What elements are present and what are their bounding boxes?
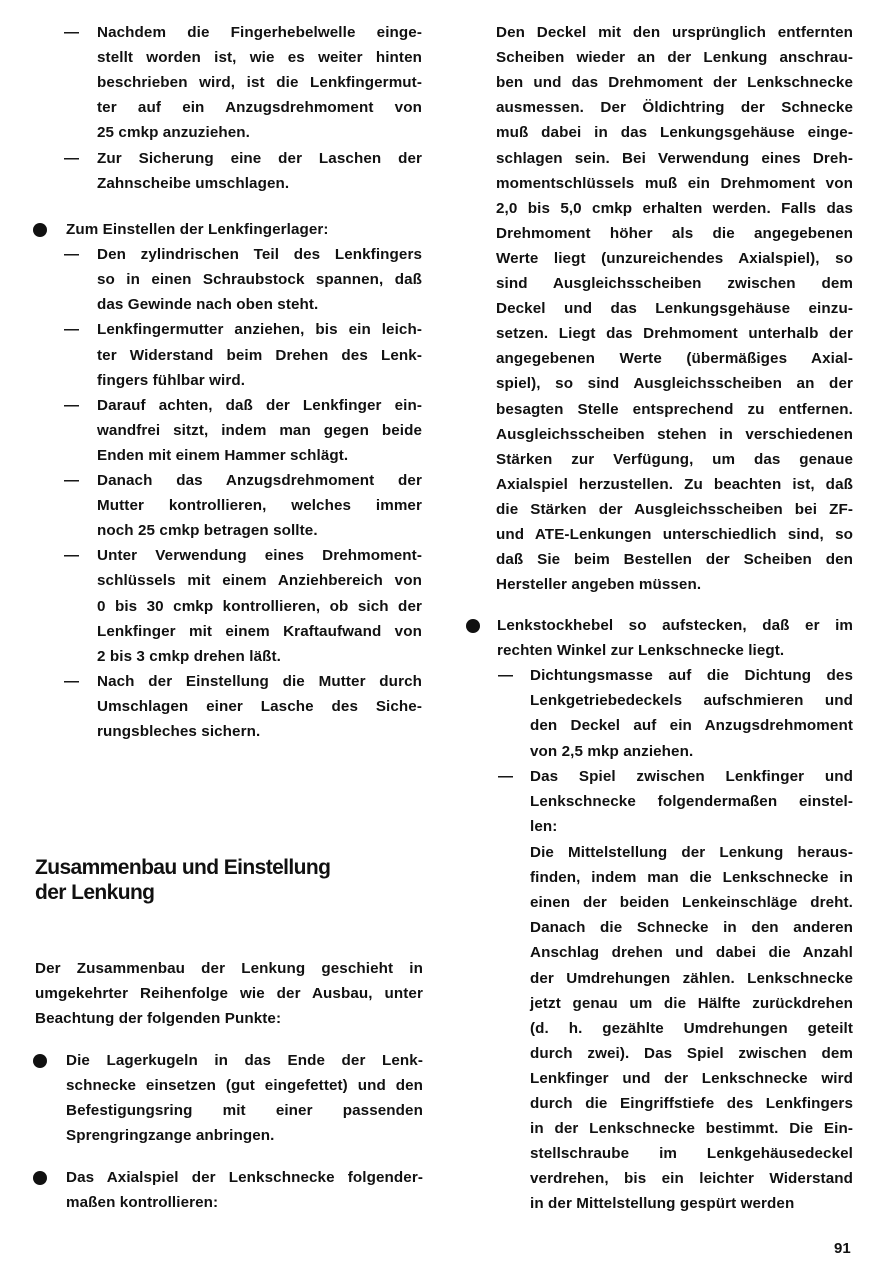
bullet-dot-icon	[33, 223, 47, 237]
paragraph-line: Hersteller angeben müssen.	[496, 576, 702, 594]
bullet-item-line: Die Lagerkugeln in das Ende der Lenk-	[66, 1052, 423, 1069]
paragraph-line: Deckel und das Lenkungsgehäuse einzu-	[496, 300, 853, 318]
bullet-item-line: Lenkstockhebel so aufstecken, daß er im	[497, 617, 853, 634]
bullet-dot-icon	[33, 1171, 47, 1185]
paragraph-line: Scheiben wieder an der Lenkung anschrau-	[496, 49, 853, 67]
dash-list-item: Enden mit einem Hammer schlägt.	[97, 446, 349, 464]
continuation-line: Lenkfinger und der Lenkschnecke wird	[530, 1069, 853, 1087]
paragraph-line: sind Ausgleichsscheiben zwischen dem	[496, 275, 853, 292]
continuation-line: der Umdrehungen zählen. Lenkschnecke	[530, 969, 853, 987]
dash-list-item: Dichtungsmasse auf die Dichtung des	[530, 667, 853, 685]
continuation-line: finden, indem man die Lenkschnecke in	[530, 869, 853, 887]
bullet-item-line: maßen kontrollieren:	[66, 1194, 219, 1212]
dash-marker-icon: —	[64, 547, 79, 565]
dash-list-item: Nach der Einstellung die Mutter durch	[97, 672, 422, 690]
paragraph-line: daß Sie beim Bestellen der Scheiben den	[496, 551, 853, 569]
intro-paragraph-line: Beachtung der folgenden Punkte:	[35, 1010, 282, 1028]
dash-list-item: Lenkfinger mit einem Kraftaufwand von	[97, 622, 422, 640]
paragraph-line: angegebenen Werte (übermäßiges Axial-	[496, 350, 853, 368]
dash-list-item: von 2,5 mkp anziehen.	[530, 742, 694, 760]
continuation-line: durch die Eingriffstiefe des Lenkfingers	[530, 1095, 853, 1112]
continuation-line: stellschraube im Lenkgehäusedeckel	[530, 1145, 853, 1163]
continuation-line: in der Mittelstellung gespürt werden	[530, 1195, 795, 1213]
paragraph-line: Ausgleichsscheiben stehen in verschiedenen	[496, 425, 853, 443]
dash-list-item: 2 bis 3 cmkp drehen läßt.	[97, 647, 281, 665]
paragraph-line: Werte liegt (unzureichendes Axialspiel), so	[496, 249, 853, 267]
dash-list-item: schlüssels mit einem Anziehbereich von	[97, 572, 422, 590]
dash-marker-icon: —	[64, 149, 79, 167]
dash-marker-icon: —	[64, 672, 79, 690]
dash-list-item: ter auf ein Anzugsdrehmoment von	[97, 99, 422, 117]
continuation-line: verdrehen, bis ein leichter Widerstand	[530, 1170, 853, 1188]
continuation-line: jetzt genau um die Hälfte zurückdrehen	[530, 994, 853, 1012]
dash-list-item: Den zylindrischen Teil des Lenkfingers	[97, 246, 422, 264]
paragraph-line: muß dabei in das Lenkungsgehäuse einge-	[496, 124, 853, 142]
intro-paragraph-line: Der Zusammenbau der Lenkung geschieht in	[35, 960, 423, 977]
dash-list-item: Lenkschnecke folgendermaßen einstel-	[530, 792, 853, 810]
dash-list-item: Umschlagen einer Lasche des Siche-	[97, 697, 422, 715]
dash-list-item: Lenkfingermutter anziehen, bis ein leich-	[97, 321, 422, 339]
paragraph-line: momentschlüssels muß ein Drehmoment von	[496, 174, 853, 192]
section-heading: der Lenkung	[35, 881, 155, 904]
continuation-line: in der Lenkschnecke bestimmt. Die Ein-	[530, 1120, 853, 1138]
paragraph-line: ben und das Drehmoment der Lenkschnecke	[496, 74, 853, 92]
dash-list-item: wandfrei sitzt, indem man gegen beide	[97, 421, 422, 439]
paragraph-line: und ATE-Lenkungen unterschiedlich sind, so	[496, 526, 853, 543]
dash-marker-icon: —	[498, 667, 513, 685]
section-heading: Zusammenbau und Einstellung	[35, 856, 331, 879]
dash-list-item: Danach das Anzugsdrehmoment der	[97, 472, 422, 489]
paragraph-line: spiel), so sind Ausgleichsscheiben an der	[496, 375, 853, 393]
dash-marker-icon: —	[64, 396, 79, 414]
bullet-item-title: Zum Einstellen der Lenkfingerlager:	[66, 221, 329, 238]
dash-list-item: Darauf achten, daß der Lenkfinger ein-	[97, 396, 422, 414]
dash-list-item: Das Spiel zwischen Lenkfinger und	[530, 767, 853, 785]
dash-marker-icon: —	[64, 321, 79, 339]
dash-list-item: stellt worden ist, wie es weiter hinten	[97, 49, 422, 67]
dash-list-item: rungsbleches sichern.	[97, 723, 261, 740]
dash-list-item: beschrieben wird, ist die Lenkfingermut-	[97, 74, 422, 92]
paragraph-line: 2,0 bis 5,0 cmkp erhalten werden. Falls das	[496, 199, 853, 217]
paragraph-line: Axialspiel herzustellen. Zu beachten ist, daß	[496, 475, 853, 493]
paragraph-line: Den Deckel mit den ursprünglich entfernten	[496, 24, 853, 41]
bullet-item-line: rechten Winkel zur Lenkschnecke liegt.	[497, 642, 785, 660]
paragraph-line: ausmessen. Der Öldichtring der Schnecke	[496, 99, 853, 117]
page-number: 91	[834, 1240, 851, 1257]
dash-list-item: Lenkgetriebedeckels aufschmieren und	[530, 692, 853, 710]
bullet-dot-icon	[466, 619, 480, 633]
paragraph-line: Stärken zur Verfügung, um das genaue	[496, 450, 853, 468]
dash-list-item: Nachdem die Fingerhebelwelle einge-	[97, 24, 422, 41]
dash-list-item: den Deckel auf ein Anzugsdrehmoment	[530, 717, 853, 735]
continuation-line: durch zwei). Das Spiel zwischen dem	[530, 1044, 853, 1062]
dash-list-item: Mutter kontrollieren, welches immer	[97, 497, 422, 515]
bullet-dot-icon	[33, 1054, 47, 1068]
dash-list-item: 0 bis 30 cmkp kontrollieren, ob sich der	[97, 597, 422, 615]
dash-list-item: das Gewinde nach oben steht.	[97, 296, 319, 314]
dash-marker-icon: —	[64, 246, 79, 264]
dash-marker-icon: —	[64, 472, 79, 489]
dash-list-item: Zahnscheibe umschlagen.	[97, 174, 290, 192]
continuation-line: Die Mittelstellung der Lenkung heraus-	[530, 844, 853, 861]
continuation-line: Anschlag drehen und dabei die Anzahl	[530, 944, 853, 962]
dash-list-item: fingers fühlbar wird.	[97, 371, 246, 389]
bullet-item-line: Befestigungsring mit einer passenden	[66, 1102, 423, 1120]
dash-list-item: Unter Verwendung eines Drehmoment-	[97, 547, 422, 565]
dash-marker-icon: —	[498, 767, 513, 785]
paragraph-line: die Stärken der Ausgleichsscheiben bei ZF-	[496, 500, 853, 518]
paragraph-line: besagten Stelle entsprechend zu entfernen.	[496, 400, 853, 418]
dash-list-item: len:	[530, 817, 558, 835]
bullet-item-line: Sprengringzange anbringen.	[66, 1127, 275, 1145]
dash-list-item: 25 cmkp anzuziehen.	[97, 124, 250, 142]
dash-list-item: noch 25 cmkp betragen sollte.	[97, 522, 318, 540]
paragraph-line: setzen. Liegt das Drehmoment unterhalb der	[496, 325, 853, 343]
intro-paragraph-line: umgekehrter Reihenfolge wie der Ausbau, unter	[35, 985, 423, 1003]
paragraph-line: schlagen sein. Bei Verwendung eines Dreh-	[496, 149, 853, 167]
continuation-line: (d. h. gezählte Umdrehungen geteilt	[530, 1019, 853, 1037]
continuation-line: Danach die Schnecke in den anderen	[530, 919, 853, 937]
bullet-item-line: schnecke einsetzen (gut eingefettet) und den	[66, 1077, 423, 1095]
dash-marker-icon: —	[64, 24, 79, 41]
dash-list-item: ter Widerstand beim Drehen des Lenk-	[97, 346, 422, 364]
paragraph-line: Drehmoment höher als die angegebenen	[496, 224, 853, 242]
dash-list-item: Zur Sicherung eine der Laschen der	[97, 149, 422, 167]
bullet-item-line: Das Axialspiel der Lenkschnecke folgender-	[66, 1169, 423, 1186]
dash-list-item: so in einen Schraubstock spannen, daß	[97, 271, 422, 289]
continuation-line: einen der beiden Lenkeinschläge dreht.	[530, 894, 853, 912]
